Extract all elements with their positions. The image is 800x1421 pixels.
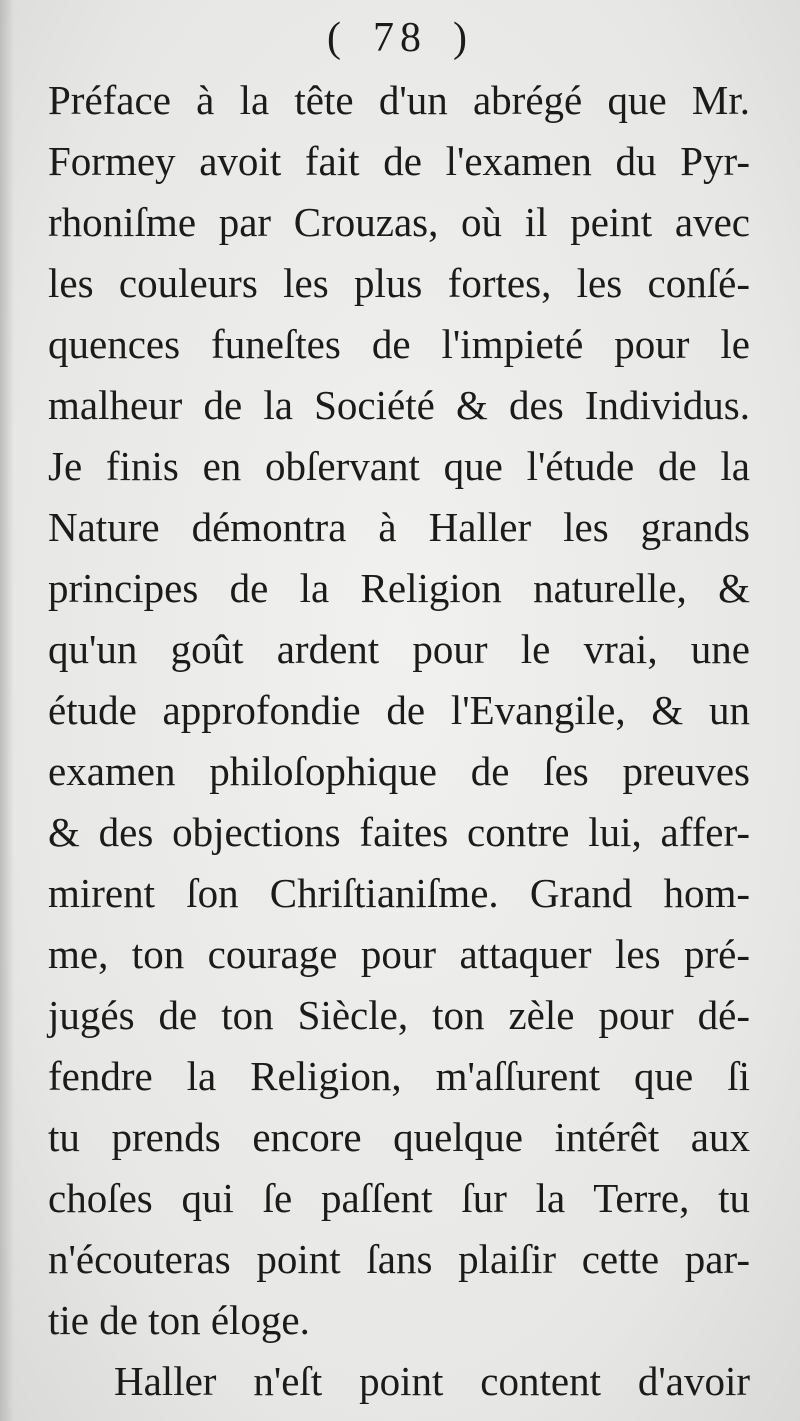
text-line: Nature démontra à Haller les grands bbox=[48, 504, 750, 550]
page-number-value: 78 bbox=[373, 15, 427, 61]
page-gutter-shadow bbox=[0, 0, 14, 1421]
text-line: fendre la Religion, m'aſſurent que ſi bbox=[48, 1053, 750, 1099]
text-line: quences funeſtes de l'impieté pour le bbox=[48, 321, 750, 367]
text-line: jugés de ton Siècle, ton zèle pour dé- bbox=[48, 992, 750, 1038]
text-line-paragraph-end: tie de ton éloge. bbox=[48, 1297, 310, 1343]
text-line: & des objections faites contre lui, affer- bbox=[48, 809, 750, 855]
text-line: rhoniſme par Crouzas, où il peint avec bbox=[48, 199, 750, 245]
text-line: Je finis en obſervant que l'étude de la bbox=[48, 443, 750, 489]
page-number-close-paren: ) bbox=[453, 15, 473, 61]
text-line: étude approfondie de l'Evangile, & un bbox=[48, 687, 750, 733]
text-line: qu'un goût ardent pour le vrai, une bbox=[48, 626, 750, 672]
text-line: les couleurs les plus fortes, les conſé- bbox=[48, 260, 750, 306]
text-line-paragraph-start: Haller n'eſt point content d'avoir bbox=[114, 1358, 750, 1404]
page-number-open-paren: ( bbox=[327, 15, 347, 61]
text-line: examen philoſophique de ſes preuves bbox=[48, 748, 750, 794]
page-number bbox=[0, 14, 800, 62]
text-line: me, ton courage pour attaquer les pré- bbox=[48, 931, 750, 977]
text-line: malheur de la Société & des Individus. bbox=[48, 382, 750, 428]
body-text bbox=[48, 70, 750, 1412]
text-line: tu prends encore quelque intérêt aux bbox=[48, 1114, 750, 1160]
text-line: mirent ſon Chriſtianiſme. Grand hom- bbox=[48, 870, 750, 916]
text-line: choſes qui ſe paſſent ſur la Terre, tu bbox=[48, 1175, 750, 1221]
text-line: n'écouteras point ſans plaiſir cette par- bbox=[48, 1236, 750, 1282]
text-line: principes de la Religion naturelle, & bbox=[48, 565, 750, 611]
text-line: Formey avoit fait de l'examen du Pyr- bbox=[48, 138, 750, 184]
text-line: Préface à la tête d'un abrégé que Mr. bbox=[48, 77, 750, 123]
